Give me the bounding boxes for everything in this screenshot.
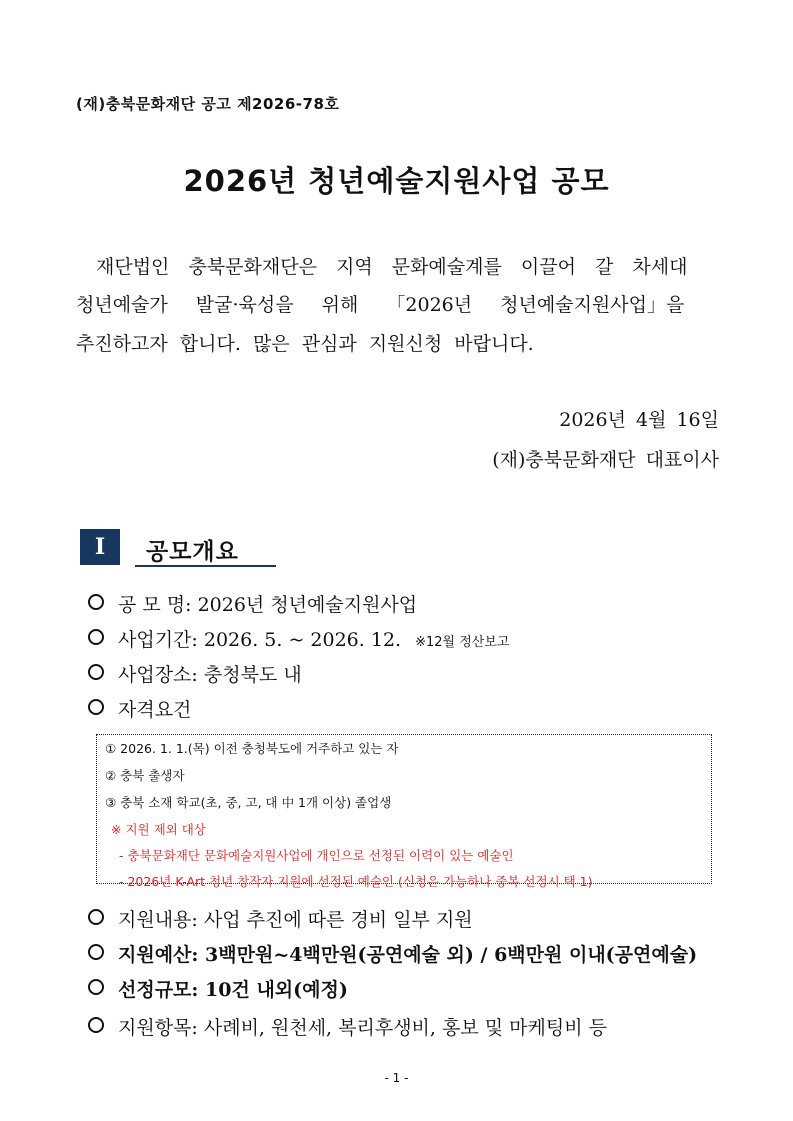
exclusion-line: - 2026년 K-Art 청년 창작자 지원에 선정된 예술인 (신청은 가능하나 중복 선정시 택 1) bbox=[119, 874, 593, 889]
list-item-text: 지원예산: 3백만원~4백만원(공연예술 외) / 6백만원 이내(공연예술) bbox=[118, 944, 698, 966]
list-item-name bbox=[88, 590, 417, 617]
list-item-location bbox=[88, 660, 302, 687]
list-item-qualifications bbox=[88, 695, 191, 722]
section-title-underline bbox=[135, 565, 276, 567]
section-title: 공모개요 bbox=[146, 539, 239, 565]
list-item-text: 지원항목: 사례비, 원천세, 복리후생비, 홍보 및 마케팅비 등 bbox=[118, 1017, 607, 1039]
list-item-period bbox=[88, 625, 509, 652]
list-item-note: ※12월 정산보고 bbox=[415, 635, 510, 650]
circle-bullet-icon bbox=[88, 1017, 104, 1033]
circle-bullet-icon bbox=[88, 944, 104, 960]
section-number-badge: I bbox=[80, 529, 120, 565]
circle-bullet-icon bbox=[88, 594, 104, 610]
circle-bullet-icon bbox=[88, 664, 104, 680]
intro-line-3: 추진하고자 합니다. 많은 관심과 지원신청 바랍니다. bbox=[76, 333, 534, 355]
list-item-text: 선정규모: 10건 내외(예정) bbox=[118, 979, 348, 1001]
list-item-selection-scale bbox=[88, 975, 348, 1002]
announcement-date: 2026년 4월 16일 bbox=[559, 409, 719, 431]
list-item-text: 자격요건 bbox=[118, 699, 192, 721]
signer: (재)충북문화재단 대표이사 bbox=[492, 449, 719, 471]
circle-bullet-icon bbox=[88, 979, 104, 995]
exclusion-line: - 충북문화재단 문화예술지원사업에 개인으로 선정된 이력이 있는 예술인 bbox=[119, 848, 514, 863]
circle-bullet-icon bbox=[88, 699, 104, 715]
circle-bullet-icon bbox=[88, 909, 104, 925]
list-item-text: 지원내용: 사업 추진에 따른 경비 일부 지원 bbox=[118, 909, 473, 931]
list-item-support-content bbox=[88, 905, 473, 932]
list-item-text: 사업장소: 충청북도 내 bbox=[118, 664, 302, 686]
page-title: 2026년 청년예술지원사업 공모 bbox=[183, 164, 610, 198]
exclusion-title: ※ 지원 제외 대상 bbox=[111, 822, 206, 837]
qualification-box bbox=[96, 734, 712, 889]
notice-number: (재)충북문화재단 공고 제2026-78호 bbox=[76, 95, 340, 113]
intro-line-1: 재단법인 충북문화재단은 지역 문화예술계를 이끌어 갈 차세대 bbox=[96, 256, 688, 278]
page-number: - 1 - bbox=[384, 1071, 409, 1085]
qualification-line: ② 충북 출생자 bbox=[105, 768, 185, 783]
list-item-support-items bbox=[88, 1013, 607, 1040]
list-item-budget bbox=[88, 940, 697, 967]
list-item-text: 공 모 명: 2026년 청년예술지원사업 bbox=[118, 594, 418, 616]
intro-line-2: 청년예술가 발굴·육성을 위해 「2026년 청년예술지원사업」을 bbox=[76, 294, 685, 316]
qualification-line: ① 2026. 1. 1.(목) 이전 충청북도에 거주하고 있는 자 bbox=[105, 741, 399, 756]
circle-bullet-icon bbox=[88, 629, 104, 645]
qualification-line: ③ 충북 소재 학교(초, 중, 고, 대 中 1개 이상) 졸업생 bbox=[105, 795, 392, 810]
list-item-text: 사업기간: 2026. 5. ~ 2026. 12. bbox=[118, 629, 402, 651]
